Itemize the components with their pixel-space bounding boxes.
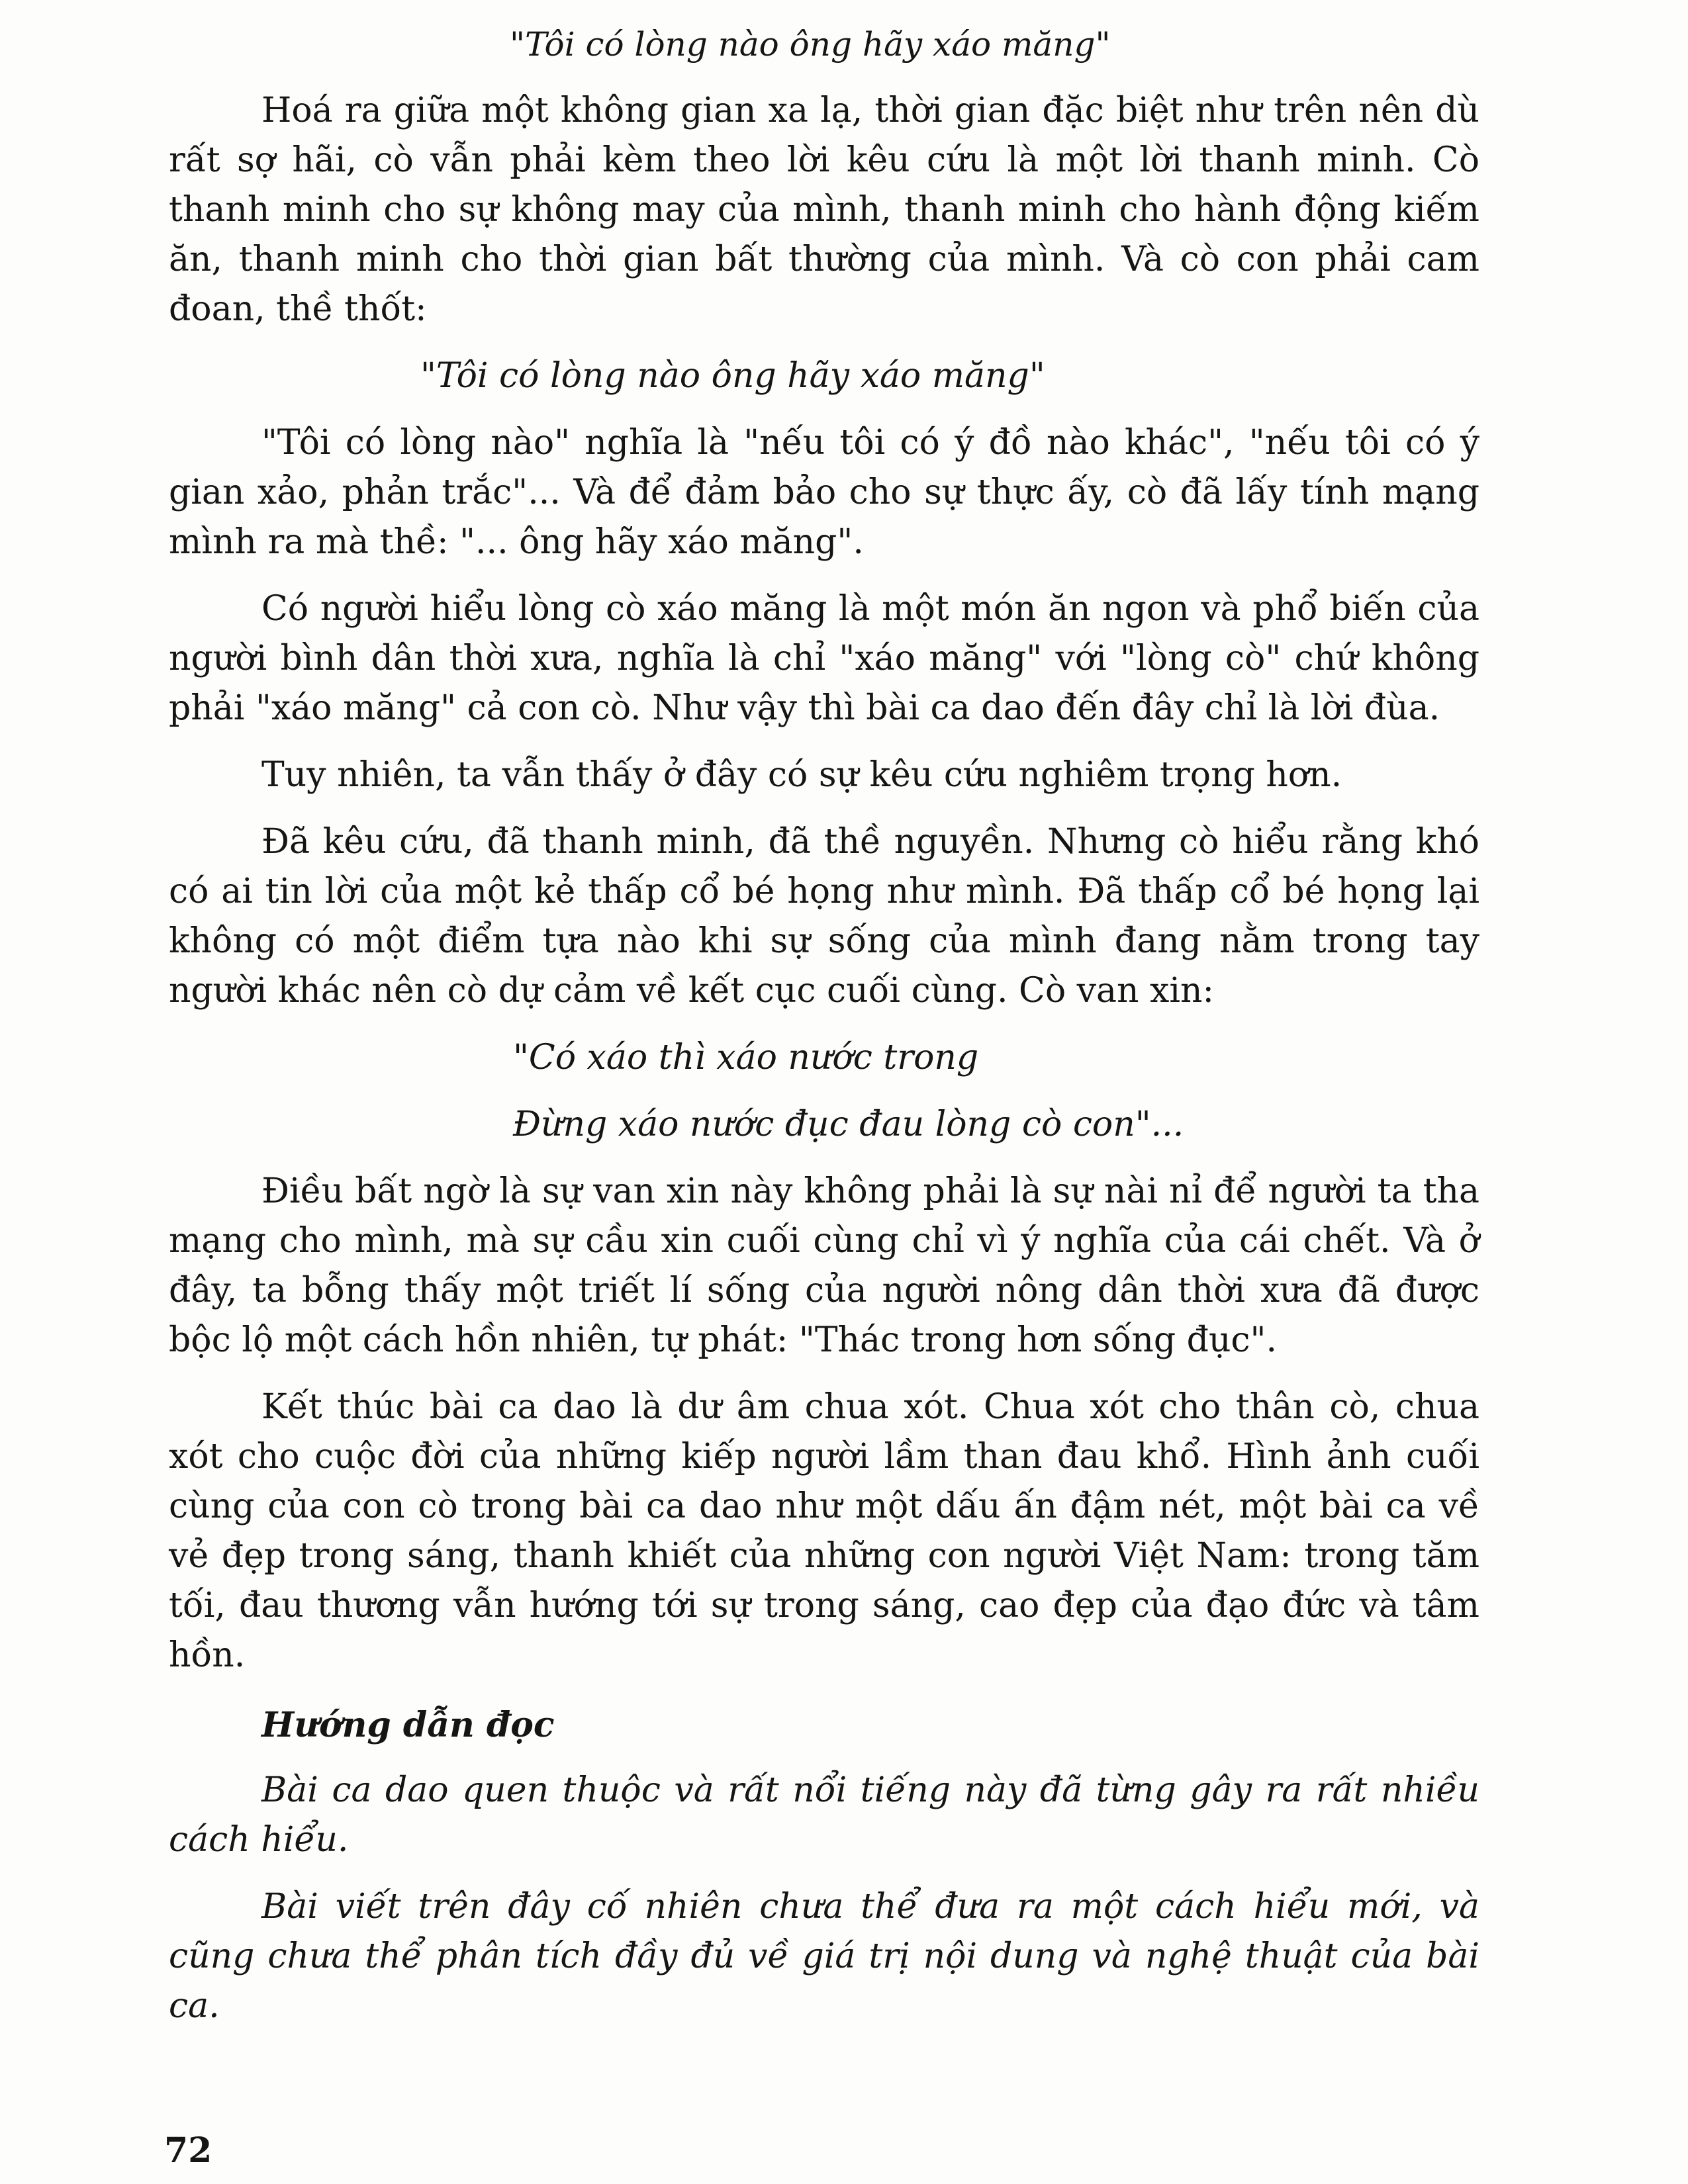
paragraph-6: Điều bất ngờ là sự van xin này không phải là sự nài nỉ để người ta tha mạng cho mình, mà sự cầu xin cuối cùng chỉ vì ý nghĩa của cái chết. Và ở đây, ta bỗng thấy một triết lí sống của người nông dân thời xưa đã được bộc lộ một cách hồn nhiên, tự phát: "Thác trong hơn sống đục".	[169, 1171, 1479, 1360]
verse-quote-3: Đừng xáo nước đục đau lòng cò con"...	[513, 1105, 1184, 1144]
paragraph-1: Hoá ra giữa một không gian xa lạ, thời gian đặc biệt như trên nên dù rất sợ hãi, cò vẫn phải kèm theo lời kêu cứu là một lời thanh minh. Cò thanh minh cho sự không may của mình, thanh minh cho hành động kiếm ăn, thanh minh cho thời gian bất thường của mình. Và cò con phải cam đoan, thề thốt:	[169, 91, 1479, 329]
guide-paragraph-2: Bài viết trên đây cố nhiên chưa thể đưa ra một cách hiểu mới, và cũng chưa thể phân tích đầy đủ về giá trị nội dung và nghệ thuật của bài ca.	[169, 1887, 1479, 2026]
verse-quote-1: "Tôi có lòng nào ông hãy xáo măng"	[420, 356, 1045, 396]
page-number: 72	[164, 2130, 212, 2171]
verse-quote-2: "Có xáo thì xáo nước trong	[513, 1038, 979, 1077]
paragraph-3: Có người hiểu lòng cò xáo măng là một món ăn ngon và phổ biến của người bình dân thời xưa, nghĩa là chỉ "xáo măng" với "lòng cò" chứ không phải "xáo măng" cả con cò. Như vậy thì bài ca dao đến đây chỉ là lời đùa.	[169, 589, 1479, 728]
paragraph-5: Đã kêu cứu, đã thanh minh, đã thề nguyền. Nhưng cò hiểu rằng khó có ai tin lời của một kẻ thấp cổ bé họng như mình. Đã thấp cổ bé họng lại không có một điểm tựa nào khi sự sống của mình đang nằm trong tay người khác nên cò dự cảm về kết cục cuối cùng. Cò van xin:	[169, 822, 1479, 1011]
paragraph-7: Kết thúc bài ca dao là dư âm chua xót. Chua xót cho thân cò, chua xót cho cuộc đời của những kiếp người lầm than đau khổ. Hình ảnh cuối cùng của con cò trong bài ca dao như một dấu ấn đậm nét, một bài ca về vẻ đẹp trong sáng, thanh khiết của những con người Việt Nam: trong tăm tối, đau thương vẫn hướng tới sự trong sáng, cao đẹp của đạo đức và tâm hồn.	[169, 1387, 1479, 1675]
running-head: "Tôi có lòng nào ông hãy xáo măng"	[510, 25, 1111, 64]
section-heading-guide: Hướng dẫn đọc	[261, 1705, 555, 1745]
guide-paragraph-1: Bài ca dao quen thuộc và rất nổi tiếng này đã từng gây ra rất nhiều cách hiểu.	[169, 1770, 1479, 1860]
paragraph-4: Tuy nhiên, ta vẫn thấy ở đây có sự kêu cứu nghiêm trọng hơn.	[261, 755, 1342, 795]
paragraph-2: "Tôi có lòng nào" nghĩa là "nếu tôi có ý đồ nào khác", "nếu tôi có ý gian xảo, phản trắc"... Và để đảm bảo cho sự thực ấy, cò đã lấy tính mạng mình ra mà thề: "... ông hãy xáo măng".	[169, 423, 1479, 562]
body-text	[169, 86, 1479, 2048]
